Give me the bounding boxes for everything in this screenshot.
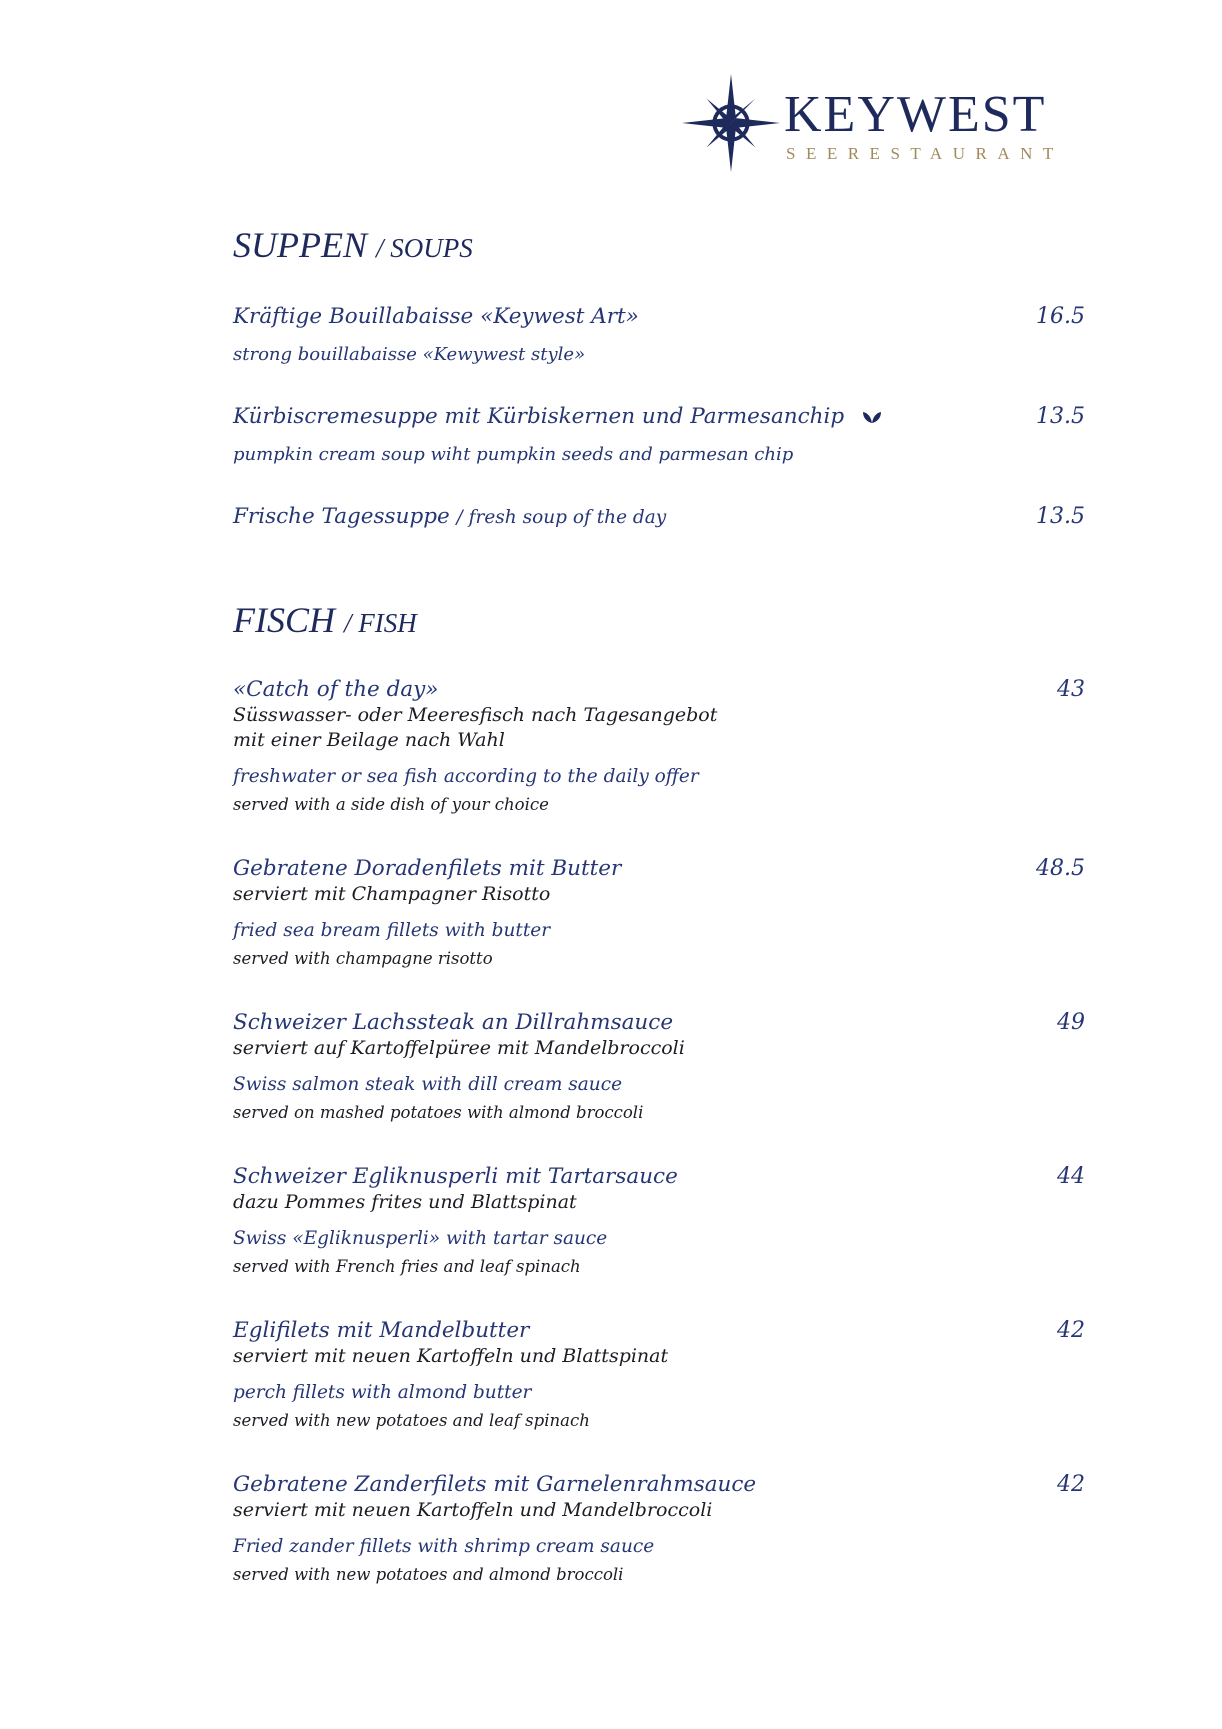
brand-subtitle: SEERESTAURANT (786, 144, 1064, 163)
item-name-en: strong bouillabaisse «Kewywest style» (233, 344, 586, 365)
vegetarian-leaf-icon (861, 410, 883, 424)
item-name: Frische Tagessuppe (233, 504, 450, 529)
item-price: 13.5 (1036, 404, 1085, 429)
item-description-en: served with a side dish of your choice (233, 795, 549, 814)
menu-item (233, 1164, 1085, 1277)
item-description-de: serviert mit neuen Kartoffeln und Blattspinat (233, 1345, 669, 1367)
item-price: 49 (1057, 1010, 1085, 1035)
item-description-de: mit einer Beilage nach Wahl (233, 729, 505, 751)
menu-item (233, 504, 1085, 531)
item-name-en: pumpkin cream soup wiht pumpkin seeds and parmesan chip (233, 444, 794, 465)
item-name-en: / fresh soup of the day (456, 507, 667, 528)
section-title-en: / SOUPS (375, 233, 473, 263)
item-name-en: fried sea bream fillets with butter (233, 920, 551, 941)
item-name: Schweizer Lachssteak an Dillrahmsauce (233, 1010, 674, 1035)
menu-item (233, 1318, 1085, 1431)
section-title-soups (233, 225, 473, 268)
item-price: 48.5 (1036, 856, 1085, 881)
item-price: 43 (1057, 677, 1085, 702)
brand-name: KEYWEST (784, 86, 1047, 143)
item-description-de: Süsswasser- oder Meeresfisch nach Tagesangebot (233, 704, 718, 726)
item-name: Schweizer Egliknusperli mit Tartarsauce (233, 1164, 678, 1189)
compass-rose-icon (682, 73, 780, 173)
section-title-en: / FISH (344, 608, 417, 638)
item-name-en: Swiss salmon steak with dill cream sauce (233, 1074, 623, 1095)
item-description-de: serviert auf Kartoffelpüree mit Mandelbroccoli (233, 1037, 685, 1059)
item-name: Gebratene Doradenfilets mit Butter (233, 856, 622, 881)
item-description-en: served with new potatoes and leaf spinach (233, 1411, 590, 1430)
item-name: Gebratene Zanderfilets mit Garnelenrahmsauce (233, 1472, 757, 1497)
item-name-en: Fried zander fillets with shrimp cream sauce (233, 1536, 655, 1557)
item-description-en: served on mashed potatoes with almond broccoli (233, 1103, 644, 1122)
menu-item (233, 677, 1085, 815)
item-name: «Catch of the day» (233, 677, 439, 702)
item-name-row (233, 504, 1085, 531)
item-name-en: perch fillets with almond butter (233, 1382, 532, 1403)
item-description-de: serviert mit Champagner Risotto (233, 883, 551, 905)
item-price: 44 (1057, 1164, 1085, 1189)
item-name-en: Swiss «Egliknusperli» with tartar sauce (233, 1228, 608, 1249)
item-price: 13.5 (1036, 504, 1085, 529)
menu-item (233, 856, 1085, 969)
item-price: 42 (1057, 1472, 1085, 1497)
item-price: 42 (1057, 1318, 1085, 1343)
item-name: Kräftige Bouillabaisse «Keywest Art» (233, 304, 639, 329)
item-description-de: serviert mit neuen Kartoffeln und Mandelbroccoli (233, 1499, 713, 1521)
section-title-fish (233, 600, 417, 643)
menu-item (233, 304, 1085, 367)
menu-item (233, 1472, 1085, 1585)
item-name: Eglifilets mit Mandelbutter (233, 1318, 530, 1343)
item-price: 16.5 (1036, 304, 1085, 329)
menu-item (233, 404, 1085, 467)
item-name-en: freshwater or sea fish according to the daily offer (233, 766, 699, 787)
item-description-en: served with new potatoes and almond broccoli (233, 1565, 624, 1584)
item-description-en: served with French fries and leaf spinach (233, 1257, 581, 1276)
item-description-de: dazu Pommes frites und Blattspinat (233, 1191, 577, 1213)
section-title-de: SUPPEN (233, 225, 367, 265)
item-name-row (233, 404, 1085, 430)
item-description-en: served with champagne risotto (233, 949, 493, 968)
section-title-de: FISCH (233, 600, 335, 640)
item-name: Kürbiscremesuppe mit Kürbiskernen und Parmesanchip (233, 404, 845, 429)
menu-item (233, 1010, 1085, 1123)
restaurant-logo (682, 73, 1082, 173)
